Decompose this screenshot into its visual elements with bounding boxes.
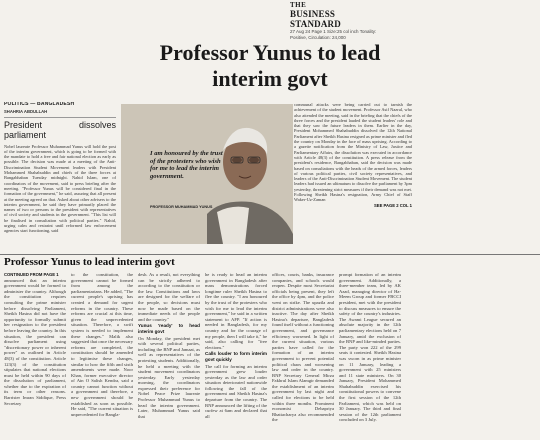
- bottom-column-5: [272, 272, 334, 438]
- bottom-column-6: [339, 272, 401, 438]
- pull-quote: I am honoured by the trust of the protesters who wish for me to lead the interim government.: [150, 150, 223, 180]
- top-column-1-text: Nobel laureate Professor Muhammad Yunus will hold the post of the interim government, which is going to be formed with the mandate to hold a free and fair national election as early as possible. The decision was made at a meeting of the Anti-Discrimination Student Movement leaders with President Mohammed Shahabuddin and chiefs of the three forces at Bangabhaban Tuesday midnight. Nahid Islam, one of coordinators of the movement, said to press briefing after the meeting. "Professor Yunus will be considered final in the formation of the government," he said, assuring that all present at the meeting agreed on that. Asked about other advisers to the interim government, he said they have primarily placed the names of two or persons to the president with representatives of civil society and students in the government. "This list will be finalised in consultation with political parties." Nahid, urging calm and restraint until reformed law enforcement agencies start functioning, said: [4, 143, 116, 234]
- top-column-1: [4, 102, 116, 248]
- bottom-column-2-text: to the constitution, the government cannot be formed from among the parliamentarians. He added, "The current people's uprising has created a demand for urgent reforms in the country. These reforms are crucial at this time, given the unprecedented situation. Therefore, a swift system is needed to implement these changes." Malik also suggested that once the necessary reforms are completed, the constitution should be amended to legitimise these changes, similar to how the fifth and sixth amendments were made. Noor Khan, former executive director of Ain O Salish Kendra, said a country cannot function without a government and therefore, a new government should be established as soon as possible. He said, "The current situation is unprecedented for Bangla-: [71, 272, 133, 417]
- top-column-3-text: communal attacks were being carried out to tarnish the achievement of the student movement. Professor Asif Nazrul, who also attended the meeting, said in the briefing that the chiefs of the three forces and the president lauded the student leaders' role and that they saw the future leaders in them. Earlier in the day, President Mohammed Shahabuddin dissolved the 12th National Parliament after Sheikh Hasina resigned as prime minister and fled the country on Monday in the face of mass uprising. According to a gazette notification from the Ministry of Law, Justice and Parliamentary Affairs, the dissolution was executed in accordance with Article 48(3) of the constitution. A press release from the president's residence, Bangabhaban, said the decision was made based on consultations with the heads of the armed forces, leaders of various political parties, civil society representatives, and leaders of the Anti-Discrimination Student Movement. The student leaders had issued an ultimatum to dissolve the parliament by 3pm yesterday, threatening strict measures if their demand was not met. Following Sheikh Hasina's resignation, Army Chief of Staff Waker-Uz-Zaman: [294, 102, 412, 203]
- masthead: [290, 2, 380, 40]
- bottom-column-3-text: desh. As a result, not everything can be strictly adhered to according to the constitution or the law. Constitutions and laws are designed for the welfare of the people, so decisions must now be made based on the immediate needs of the people and the country.": [138, 272, 200, 322]
- bottom-column-4-text: he is ready to head an interim government in Bangladesh after mass demonstrations forced longtime ruler Sheikh Hasina to flee the country. "I am honoured by the trust of the protesters who wish for me to lead the interim government," he said in a written statement to AFP. "If action is needed in Bangladesh, for my country and for the courage of my people, then I will take it," he said, also calling for "free elections.": [205, 272, 267, 350]
- bottom-column-3: [138, 272, 200, 438]
- bottom-column-1-text: announced that an interim government would be formed to administer the country. Although the constitution requires consulting the prime minister before dissolving Parliament, Sheikh Hasina did not have the opportunity to formally submit her resignation to the president before leaving the country. In this situation, the president can dissolve parliament using "discretionary power or inherent power" as outlined in Article 48(3) of the constitution. Article 123(3) of the constitution stipulates that national elections must be held within 90 days of the dissolution of parliament, whether due to the expiration of its term or other reasons. Barrister Imran Siddique, Press Secretary: [4, 277, 66, 406]
- bottom-column-6-text: prompt formation of an interim government. Additionally, a three-member team, led by AK Azad, managing director of Ha-Meem Group and former FBCCI president, met with the president to discuss measures to ensure the safety of the country's industries. The Awami League secured an absolute majority in the 12th parliamentary elections held on 7 January, amid the exclusion of the BNP and like-minded parties. The party won 222 of the 299 seats it contested. Sheikh Hasina was sworn in as prime minister on 11 January, leading a government with 25 ministers and 11 state ministers. On 30 January, President Mohammed Shahabuddin exercised his constitutional powers to convene the first session of the 12th Parliament, which was held on 30 January. The third and final session of the 12th parliament concluded on 3 July.: [339, 272, 401, 423]
- subhead: President dissolves parliament: [4, 117, 116, 140]
- masthead-the: THE: [290, 1, 307, 9]
- masthead-meta: 27 Aug 24 Page 1 Size:25 col inch Tonality: Positive, Circulation: 24,000: [290, 29, 377, 40]
- bottom-column-3-subhead: Yunus 'ready' to head interim govt: [138, 323, 200, 334]
- masthead-name-line2: STANDARD: [290, 19, 341, 29]
- bottom-column-4: [205, 272, 267, 438]
- bottom-column-4-text-b: The call for forming an interim government grew louder yesterday as the law and order situation deteriorated nationwide following the fall of the government and Sheikh Hasina's departure from the country. The BNP announced the lifting of the curfew at 6am and declared that all: [205, 363, 267, 419]
- continuation-article: [4, 272, 536, 438]
- continued-label: CONTINUED FROM PAGE 1: [4, 272, 59, 277]
- continuation-title: Professor Yunus to lead interim govt: [4, 256, 175, 268]
- pull-quote-caption: PROFESSOR MUHAMMAD YUNUS: [150, 205, 213, 209]
- bottom-column-1: [4, 272, 66, 438]
- headline-line1: Professor Yunus to lead: [159, 40, 381, 65]
- bottom-column-3-text-b: On Monday, the president met with several political parties, including the BNP and Jamaat, as well as representatives of the protesting students. Additionally, he held a meeting with the student movement coordinators yesterday. Early yesterday morning, the coordinators expressed their preference for Nobel Peace Prize laureate Professor Muhammad Yunus to head the interim government. Later, Muhammad Yunus said that: [138, 335, 200, 419]
- masthead-name-line1: BUSINESS: [290, 9, 336, 19]
- byline: SHAHRIA ABDULLAH: [4, 109, 48, 115]
- top-column-3: [294, 102, 412, 248]
- headline-line2: interim govt: [212, 66, 328, 91]
- bottom-column-2: [71, 272, 133, 438]
- bottom-column-5-text: offices, courts, banks, insurance companies, and schools would reopen. Despite most Secretariat officials being present, they left the office by 4pm, and the police went on strike. The upazila and district administrations were also inactive. The day after Sheikh Hasina's departure, Bangladesh found itself without a functioning government, and governance efficiency worsened. In light of the current situation, various parties have called for the formation of an interim government to prevent potential political chaos and worsening law and order in the country. BNP Secretary General Mirza Fakhrul Islam Alamgir demanded the establishment of an interim government by last night and called for elections to be held within three months. Prominent economist Debapriya Bhattacharya also recommended the: [272, 272, 334, 423]
- headline: [0, 40, 540, 92]
- section-kicker: POLITICS — BANGLADESH: [4, 102, 75, 107]
- see-page-2: SEE PAGE 2 COL 1: [373, 202, 412, 208]
- section-divider: [0, 254, 540, 255]
- bottom-column-4-subhead: Calls louder to form interim govt quickly: [205, 351, 267, 362]
